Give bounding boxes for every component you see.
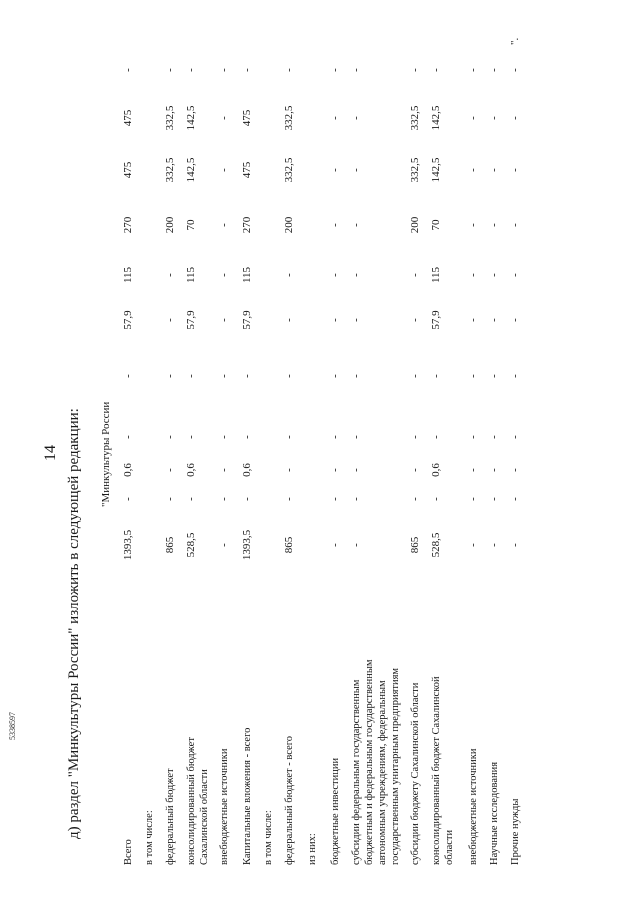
row-label-line: субсидии федеральным государственным [351, 679, 362, 865]
table-cell: 200 [283, 216, 295, 234]
table-cell: - [241, 435, 253, 439]
table-cell: - [185, 374, 197, 378]
row-label [430, 676, 456, 865]
table-cell: 142,5 [185, 105, 197, 131]
table-cell: - [430, 435, 442, 439]
table-cell: - [509, 435, 521, 439]
table-cell: - [185, 497, 197, 501]
end-quote-mark: ". [509, 37, 521, 45]
table-cell: 475 [241, 109, 253, 127]
table-cell: - [283, 273, 295, 277]
table-cell: - [409, 497, 421, 501]
table-cell: 332,5 [409, 157, 421, 183]
table-cell: 528,5 [185, 532, 197, 558]
table-cell: - [329, 223, 341, 227]
table-cell: - [241, 497, 253, 501]
table-cell: 70 [185, 219, 197, 231]
table-cell: - [488, 168, 500, 172]
table-cell: - [509, 497, 521, 501]
table-cell: 865 [164, 536, 176, 554]
table-cell: - [350, 318, 362, 322]
row-label [488, 762, 501, 865]
table-cell: - [350, 374, 362, 378]
table-cell: - [218, 116, 230, 120]
row-label-line: консолидированный бюджет Сахалинской [431, 676, 442, 865]
table-cell: - [488, 543, 500, 547]
table-cell: - [218, 435, 230, 439]
row-label-line: Сахалинской области [199, 769, 210, 865]
row-label-line: в том числе: [263, 810, 274, 865]
row-label [143, 810, 156, 865]
table-cell: - [409, 68, 421, 72]
table-cell: - [430, 497, 442, 501]
section-heading: д) раздел "Минкультуры России" изложить в следующей редакции: [66, 408, 82, 839]
row-label-line: в том числе: [144, 810, 155, 865]
table-cell: - [329, 116, 341, 120]
row-label [409, 683, 422, 865]
table-cell: - [283, 68, 295, 72]
table-cell: 0,6 [122, 463, 134, 477]
table-cell: - [467, 168, 479, 172]
table-cell: - [350, 468, 362, 472]
table-cell: - [350, 68, 362, 72]
table-cell: - [430, 374, 442, 378]
table-cell: - [164, 435, 176, 439]
table-cell: - [283, 318, 295, 322]
row-label [185, 737, 211, 865]
table-cell: 115 [185, 266, 197, 284]
table-cell: - [283, 374, 295, 378]
table-cell: 57,9 [430, 310, 442, 330]
table-cell: - [218, 543, 230, 547]
table-cell: - [509, 374, 521, 378]
table-cell: - [329, 497, 341, 501]
row-label-line: внебюджетные источники [219, 748, 230, 865]
table-cell: - [218, 497, 230, 501]
table-cell: 332,5 [283, 157, 295, 183]
row-label-line: автономным учреждениям, федеральным [377, 680, 388, 865]
row-label-line: бюджетным и федеральным государственным [364, 659, 375, 865]
table-cell: - [509, 318, 521, 322]
table-cell: - [488, 116, 500, 120]
row-label [306, 833, 319, 865]
table-cell: - [164, 318, 176, 322]
table-cell: 332,5 [164, 105, 176, 131]
row-label [509, 799, 522, 865]
table-cell: - [509, 468, 521, 472]
table-cell: - [164, 497, 176, 501]
table-cell: - [283, 435, 295, 439]
table-cell: 865 [283, 536, 295, 554]
table-cell: - [122, 497, 134, 501]
table-cell: - [488, 468, 500, 472]
table-cell: - [350, 116, 362, 120]
table-cell: - [218, 318, 230, 322]
table-cell: 142,5 [185, 157, 197, 183]
table-cell: - [467, 318, 479, 322]
row-label-line: области [444, 829, 455, 865]
table-cell: - [488, 273, 500, 277]
table-cell: - [164, 374, 176, 378]
table-cell: 332,5 [283, 105, 295, 131]
table-cell: 1393,5 [241, 529, 253, 561]
row-label [467, 748, 480, 865]
row-label-line: внебюджетные источники [468, 748, 479, 865]
row-label [218, 748, 231, 865]
row-label-line: субсидии бюджету Сахалинской области [410, 682, 421, 865]
table-cell: - [467, 116, 479, 120]
table-cell: - [509, 273, 521, 277]
table-cell: - [241, 68, 253, 72]
table-cell: 475 [241, 161, 253, 179]
table-cell: - [509, 168, 521, 172]
table-cell: - [430, 68, 442, 72]
table-cell: - [350, 168, 362, 172]
table-cell: 865 [409, 536, 421, 554]
table-cell: - [122, 68, 134, 72]
table-cell: - [509, 116, 521, 120]
table-cell: - [350, 543, 362, 547]
table-cell: 528,5 [430, 532, 442, 558]
row-label-line: бюджетные инвестиции [330, 757, 341, 865]
table-cell: - [164, 68, 176, 72]
table-cell: - [467, 435, 479, 439]
table-cell: - [329, 318, 341, 322]
table-cell: - [218, 374, 230, 378]
table-cell: - [329, 435, 341, 439]
document-id: 5338597 [8, 712, 17, 740]
table-cell: 0,6 [430, 463, 442, 477]
table-cell: - [329, 168, 341, 172]
table-cell: 70 [430, 219, 442, 231]
table-cell: 270 [122, 216, 134, 234]
row-label-line: Всего [123, 839, 134, 865]
table-cell: - [218, 68, 230, 72]
row-label-line: федеральный бюджет - всего [284, 735, 295, 865]
row-label [350, 659, 402, 865]
page-number: 14 [42, 445, 59, 461]
table-cell: - [409, 273, 421, 277]
table-cell: - [467, 468, 479, 472]
table-cell: - [329, 374, 341, 378]
row-label-line: Научные исследования [489, 761, 500, 865]
table-cell: - [218, 468, 230, 472]
table-cell: - [350, 223, 362, 227]
table-cell: - [467, 68, 479, 72]
table-cell: - [241, 374, 253, 378]
row-label-line: Капитальные вложения - всего [242, 727, 253, 865]
table-cell: - [509, 68, 521, 72]
table-cell: - [509, 543, 521, 547]
table-cell: 115 [430, 266, 442, 284]
row-label-line: федеральный бюджет [165, 768, 176, 865]
table-cell: - [283, 497, 295, 501]
table-cell: - [488, 68, 500, 72]
table-cell: - [329, 468, 341, 472]
row-label [329, 758, 342, 865]
row-label [122, 839, 135, 865]
table-cell: 200 [409, 216, 421, 234]
table-cell: - [122, 435, 134, 439]
table-cell: - [409, 435, 421, 439]
table-cell: - [164, 273, 176, 277]
table-cell: 1393,5 [122, 529, 134, 561]
table-cell: - [467, 273, 479, 277]
table-cell: - [467, 543, 479, 547]
table-cell: - [488, 497, 500, 501]
table-cell: 57,9 [185, 310, 197, 330]
table-cell: 57,9 [241, 310, 253, 330]
row-label-line: Прочие нужды [510, 798, 521, 865]
table-cell: - [185, 435, 197, 439]
table-cell: 57,9 [122, 310, 134, 330]
table-cell: - [218, 168, 230, 172]
table-cell: - [488, 374, 500, 378]
row-label [164, 768, 177, 865]
table-cell: - [329, 543, 341, 547]
table-cell: - [488, 435, 500, 439]
table-cell: - [283, 468, 295, 472]
table-cell: 115 [241, 266, 253, 284]
table-cell: - [350, 435, 362, 439]
table-cell: - [409, 468, 421, 472]
row-label-line: из них: [307, 833, 318, 865]
table-cell: 270 [241, 216, 253, 234]
table-cell: 332,5 [164, 157, 176, 183]
table-cell: 332,5 [409, 105, 421, 131]
table-cell: 0,6 [185, 463, 197, 477]
table-cell: 475 [122, 109, 134, 127]
row-label [241, 728, 254, 865]
table-cell: - [488, 318, 500, 322]
table-cell: - [218, 273, 230, 277]
table-cell: - [467, 374, 479, 378]
table-cell: - [409, 318, 421, 322]
table-cell: - [409, 374, 421, 378]
table-cell: - [218, 223, 230, 227]
table-cell: 200 [164, 216, 176, 234]
table-cell: - [185, 68, 197, 72]
table-cell: - [509, 223, 521, 227]
table-cell: - [329, 68, 341, 72]
table-cell: 0,6 [241, 463, 253, 477]
table-cell: - [329, 273, 341, 277]
table-cell: 142,5 [430, 157, 442, 183]
table-cell: 142,5 [430, 105, 442, 131]
table-cell: - [488, 223, 500, 227]
table-cell: - [164, 468, 176, 472]
row-label [283, 736, 296, 865]
ministry-label: "Минкультуры России [100, 401, 112, 507]
table-cell: - [467, 497, 479, 501]
table-cell: - [350, 273, 362, 277]
row-label-line: государственным унитарным предприятиям [390, 667, 401, 865]
row-label-line: консолидированный бюджет [186, 737, 197, 865]
row-label [262, 810, 275, 865]
table-cell: 115 [122, 266, 134, 284]
table-cell: - [122, 374, 134, 378]
table-cell: 475 [122, 161, 134, 179]
table-cell: - [467, 223, 479, 227]
table-cell: - [350, 497, 362, 501]
